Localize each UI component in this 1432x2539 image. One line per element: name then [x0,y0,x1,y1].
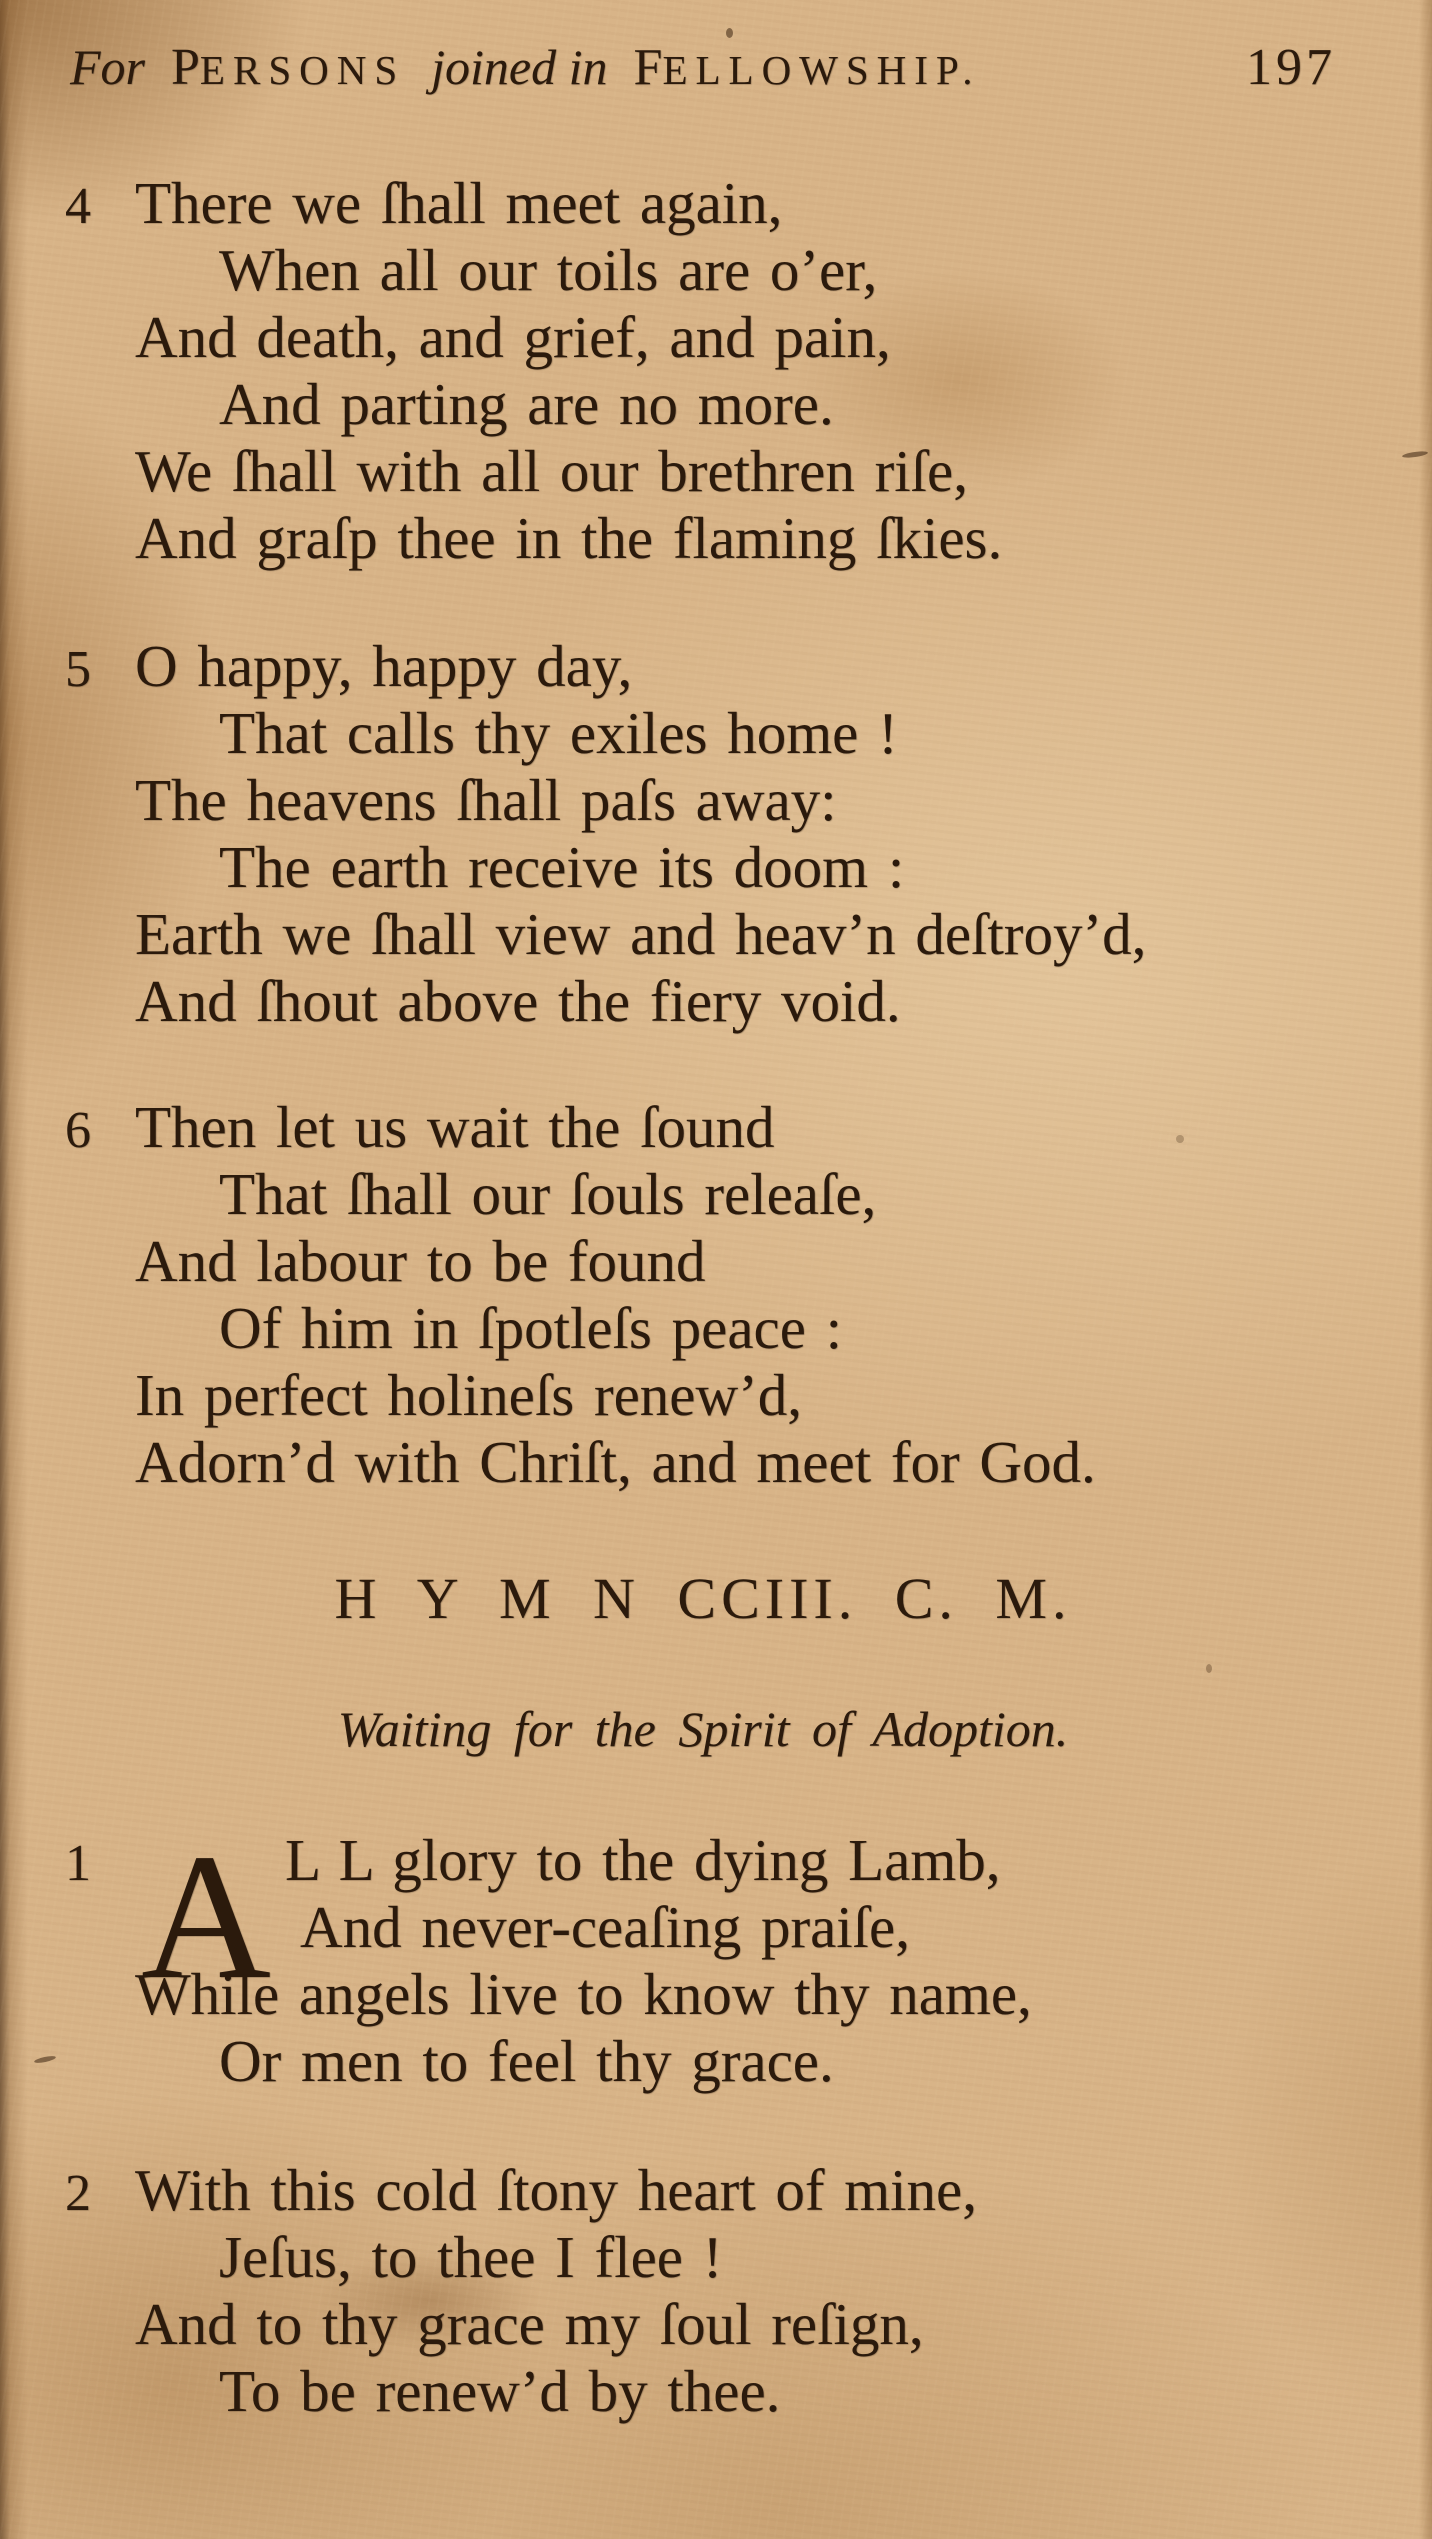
running-title-fellowship-rest: ELLOWSHIP. [662,47,981,93]
verse-line: O happy, happy day, [135,633,633,699]
verse-line: Then let us wait the ſound [135,1094,775,1160]
hymn-subtitle: Waiting for the Spirit of Adoption. [337,1701,1069,1757]
running-title-joined-in: joined in [431,39,608,95]
page-number: 197 [1246,39,1336,96]
running-title-persons-rest: ERSONS [199,47,406,93]
stanza-4 [65,170,1396,572]
verse-line: There we ſhall meet again, [135,170,783,236]
verse-line: And ſhout above the fiery void. [135,968,901,1034]
verse-number: 5 [65,641,91,698]
scan-mark [1206,1664,1212,1673]
verse-line: In perfect holineſs renew’d, [135,1362,802,1428]
running-title [70,38,980,97]
verse-line: While angels live to know thy name, [135,1961,1032,2027]
verse-line: And labour to be found [135,1228,706,1294]
verse-number: 2 [65,2165,91,2222]
verse-line: And to thy grace my ſoul reſign, [135,2291,924,2357]
verse-line: That ſhall our ſouls releaſe, [219,1161,877,1227]
verse-line: And graſp thee in the flaming ſkies. [135,505,1003,571]
verse-line: And never-ceaſing praiſe, [300,1894,910,1960]
running-title-persons-initial: P [171,39,200,96]
verse-line: When all our toils are o’er, [219,237,878,303]
verse-line: The earth receive its doom : [219,834,905,900]
verse-line: L L glory to the dying Lamb, [285,1827,1001,1893]
stanza-5 [65,633,1396,1035]
verse-line: And death, and grief, and pain, [135,304,891,370]
hymn-stanza-1 [65,1817,1396,2095]
verse-line: And parting are no more. [219,371,834,437]
scan-mark [1176,1135,1184,1143]
verse-number: 1 [65,1835,91,1892]
running-title-fellowship-initial: F [633,39,663,96]
scan-mark [726,28,733,38]
verse-line: Jeſus, to thee I flee ! [219,2224,723,2290]
verse-line: With this cold ſtony heart of mine, [135,2157,977,2223]
hymn-stanza-2 [65,2157,1396,2425]
verse-number: 4 [65,178,91,235]
verse-line: The heavens ſhall paſs away: [135,767,837,833]
verse-line: Adorn’d with Chriſt, and meet for God. [135,1429,1096,1495]
dropcap-letter: A [141,1817,271,2016]
stanza-6 [65,1094,1396,1496]
running-header [70,38,1336,97]
verse-line: Of him in ſpotleſs peace : [219,1295,843,1361]
scan-mark [34,2055,57,2064]
verse-line: Earth we ſhall view and heav’n deſtroy’d, [135,901,1147,967]
verse-line: That calls thy exiles home ! [219,700,898,766]
running-title-for: For [70,39,145,95]
verse-line: Or men to feel thy grace. [219,2028,834,2094]
scan-mark [1402,450,1428,459]
verse-line: We ſhall with all our brethren riſe, [135,438,968,504]
verse-line: To be renew’d by thee. [219,2358,781,2424]
hymn-heading: H Y M N CCIII. C. M. [334,1566,1072,1631]
verse-number: 6 [65,1102,91,1159]
